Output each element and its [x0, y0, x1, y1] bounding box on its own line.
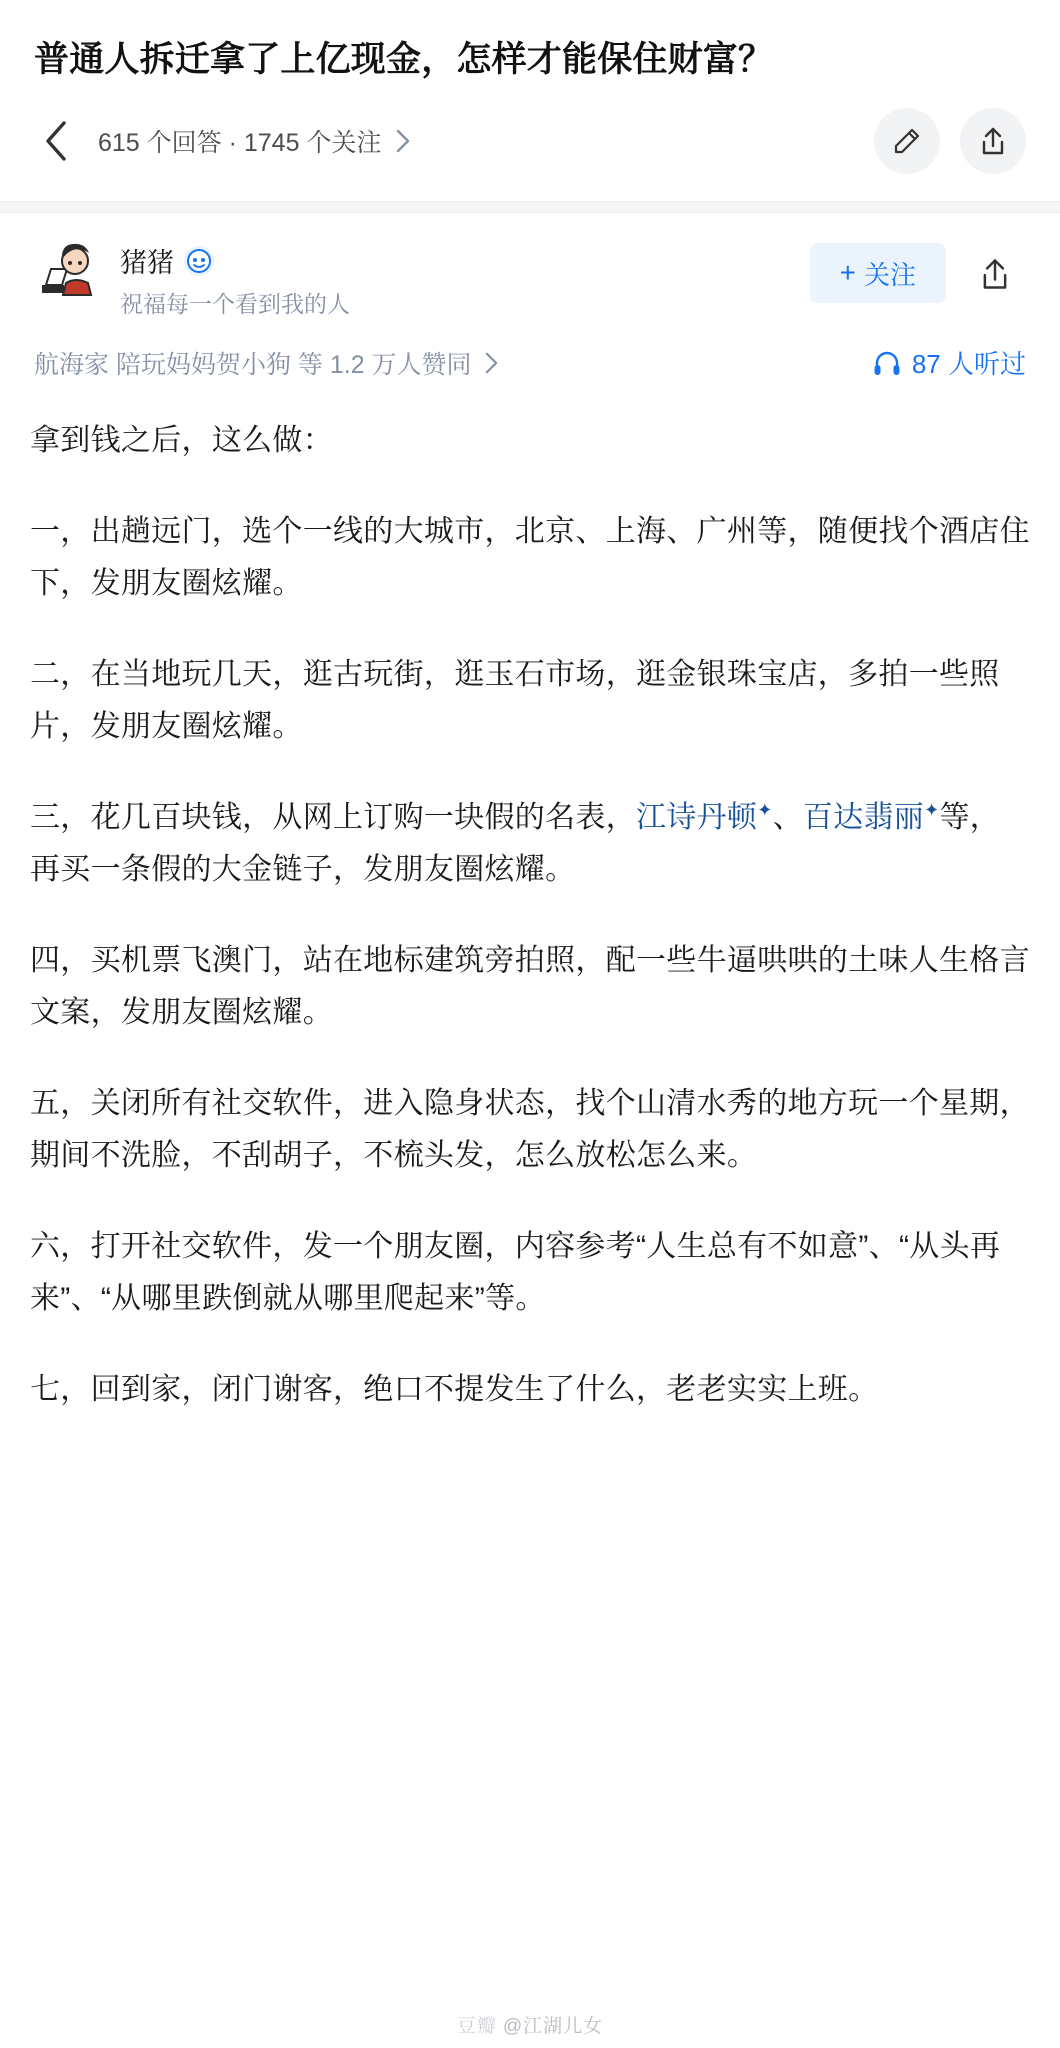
share-button-header[interactable] [960, 108, 1026, 174]
watermark-source: 豆瓣 [456, 2016, 497, 2037]
answer-paragraph-1: 一，出趟远门，选个一线的大城市，北京、上海、广州等，随便找个酒店住下，发朋友圈炫耀。 [30, 514, 1030, 601]
answer-paragraph-7: 七，回到家，闭门谢客，绝口不提发生了什么，老老实实上班。 [30, 1372, 879, 1406]
brand-link-vacheron[interactable]: 江诗丹顿 [636, 800, 758, 834]
chevron-right-icon [484, 351, 499, 375]
answer-paragraph-5: 五，关闭所有社交软件，进入隐身状态，找个山清水秀的地方玩一个星期，期间不洗脸，不刮胡子，不梳头发，怎么放松怎么来。 [30, 1086, 1030, 1173]
follow-button[interactable] [810, 243, 946, 303]
question-stats-chevron[interactable] [395, 128, 411, 154]
write-answer-button[interactable] [874, 108, 940, 174]
author-info [120, 239, 810, 320]
share-icon [977, 256, 1013, 292]
badge-glyph-icon [186, 248, 212, 274]
author-name[interactable]: 猪猪 [120, 248, 174, 279]
headphones-icon [872, 348, 902, 378]
answer-paragraph-3 [30, 792, 1030, 897]
user-avatar-illustration [34, 239, 102, 307]
answer-content [0, 381, 1060, 1456]
avatar[interactable] [34, 239, 102, 307]
answer-paragraph-6: 六，打开社交软件，发一个朋友圈，内容参考“人生总有不如意”、“从头再来”、“从哪里跌倒就从哪里爬起来”等。 [30, 1229, 1001, 1316]
answer-p3-text-a: 三，花几百块钱，从网上订购一块假的名表， [30, 800, 636, 834]
voters-chevron[interactable] [484, 351, 499, 375]
listen-count[interactable] [872, 344, 1026, 381]
answer-p3-separator: 、 [772, 800, 803, 834]
author-row [0, 213, 1060, 320]
brand-link-patek[interactable]: 百达翡丽 [802, 800, 925, 834]
link-superscript-icon: ✦ [924, 799, 940, 820]
share-button-answer[interactable] [964, 243, 1026, 305]
question-meta-row [34, 105, 1026, 177]
section-divider [0, 201, 1060, 213]
author-name-line [120, 241, 810, 280]
author-bio: 祝福每一个看到我的人 [120, 291, 350, 318]
page-header [0, 0, 1060, 177]
question-stats-text: 615 个回答 · 1745 个关注 [98, 129, 382, 158]
plus-icon: + [839, 257, 856, 289]
chevron-right-icon [395, 128, 411, 154]
answer-stats-row [0, 320, 1060, 381]
voters-text[interactable]: 航海家 陪玩妈妈贺小狗 等 1.2 万人赞同 [34, 350, 472, 379]
follow-button-label: 关注 [863, 259, 916, 290]
link-superscript-icon: ✦ [757, 799, 773, 820]
answer-paragraph-intro: 拿到钱之后，这么做： [30, 424, 333, 458]
back-button[interactable] [28, 113, 84, 169]
page-title: 普通人拆迁拿了上亿现金，怎样才能保住财富？ [34, 40, 774, 79]
answer-paragraph-2: 二，在当地玩几天，逛古玩街，逛玉石市场，逛金银珠宝店，多拍一些照片，发朋友圈炫耀。 [30, 657, 1000, 744]
answer-p3-text-b: 等，再买一条假的大金链子，发朋友圈炫耀。 [30, 800, 1001, 887]
share-icon [977, 125, 1009, 157]
verified-badge-icon[interactable] [184, 246, 214, 276]
watermark-handle: @江湖儿女 [502, 2016, 604, 2037]
watermark [0, 2011, 1060, 2038]
edit-icon [891, 125, 923, 157]
chevron-left-icon [43, 119, 69, 163]
listen-count-label: 87 人听过 [911, 349, 1026, 380]
answer-paragraph-4: 四，买机票飞澳门，站在地标建筑旁拍照，配一些牛逼哄哄的土味人生格言文案，发朋友圈炫耀。 [30, 943, 1030, 1030]
